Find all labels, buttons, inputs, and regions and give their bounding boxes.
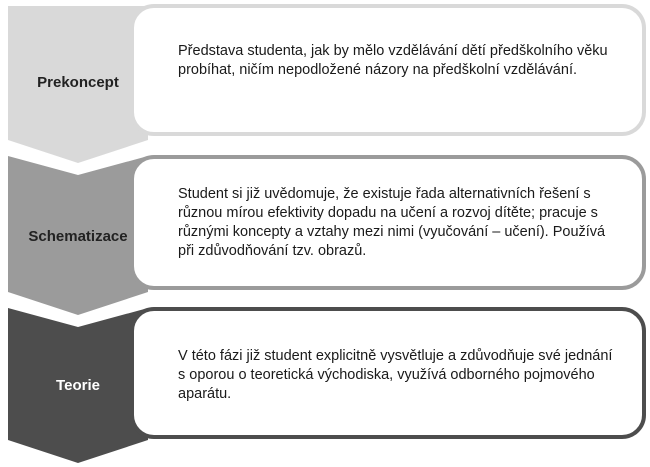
step-2-label: Schematizace (28, 228, 128, 245)
step-3-label: Teorie (56, 377, 100, 394)
step-2-description: Student si již uvědomuje, že existuje řada alternativních řešení s různou mírou efektivity dopadu na učení a rozvoj dítěte; pracuje s různými koncepty a vztahy mezi nimi (vyučování – učení). Používá při zdůvodňování tzv. obrazů. (178, 186, 606, 259)
step-1-description: Představa studenta, jak by mělo vzdělávání dětí předškolního věku probíhat, ničím nepodložené názory na předškolní vzdělávání. (178, 43, 608, 78)
step-3-description: V této fázi již student explicitně vysvětluje a zdůvodňuje své jednání s oporou o teoretická východiska, využívá odborného pojmového aparátu. (178, 348, 613, 402)
step-1-label: Prekoncept (37, 74, 119, 91)
